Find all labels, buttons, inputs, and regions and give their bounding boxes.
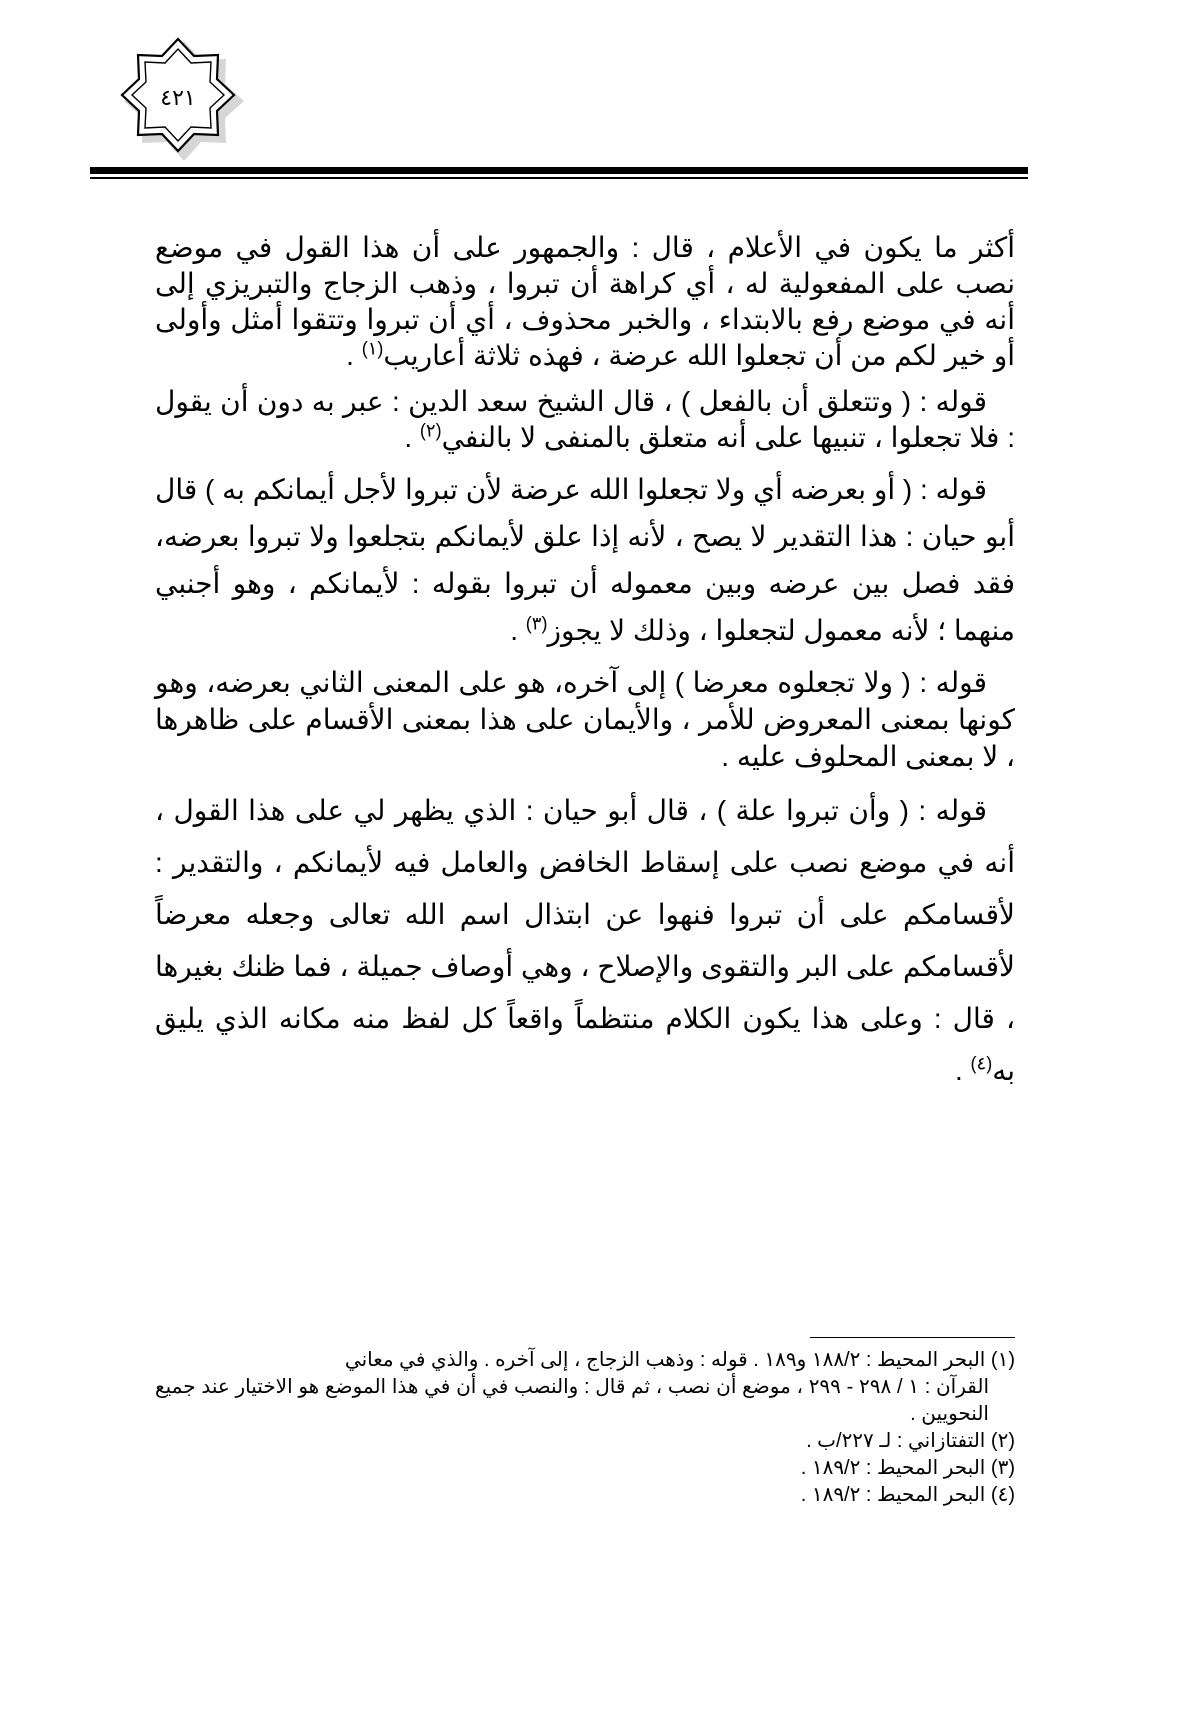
- header-rule-thin: [90, 177, 1028, 179]
- paragraph-5: قوله : ( وأن تبروا علة ) ، قال أبو حيان : الذي يظهر لي على هذا القول ، أنه في موضع نصب على إسقاط الخافض والعامل فيه لأيمانكم ، والتقدير : لأقسامكم على أن تبروا فنهوا عن ابتذال اسم الله تعالى وجعله معرضاً لأقسامكم على البر والتقوى والإصلاح ، وهي أوصاف جميلة ، فما ظنك بغيرها ، قال : وعلى هذا يكون الكلام منتظماً واقعاً كل لفظ منه مكانه الذي يليق به$^{(٤)}$ .: [155, 795, 1015, 1086]
- footnote-separator: [810, 1337, 1015, 1338]
- footnote-ref-3: (٣): [525, 613, 548, 634]
- footnote-ref-4: (٤): [970, 1053, 993, 1074]
- paragraph-3: قوله : ( أو بعرضه أي ولا تجعلوا الله عرضة لأن تبروا لأجل أيمانكم به ) قال أبو حيان : هذا التقدير لا يصح ، لأنه إذا علق لأيمانكم بتجلعوا ولا تبروا بعرضه، فقد فصل بين عرضه وبين معموله أن تبروا بقوله : لأيمانكم ، وهو أجنبي منهما ؛ لأنه معمول لتجعلوا ، وذلك لا يجوز$^{(٣)}$ .: [155, 474, 1015, 646]
- paragraph-4: قوله : ( ولا تجعلوه معرضا ) إلى آخره، هو على المعنى الثاني بعرضه، وهو كونها بمعنى المعروض للأمر ، والأيمان على هذا بمعنى الأقسام على ظاهرها ، لا بمعنى المحلوف عليه .: [155, 667, 1015, 772]
- header-rule-thick: [90, 167, 1028, 174]
- paragraph-2: قوله : ( وتتعلق أن بالفعل ) ، قال الشيخ سعد الدين : عبر به دون أن يقول : فلا تجعلوا ، تنبيها على أنه متعلق بالمنفى لا بالنفي$^{(٢)}$ .: [155, 386, 1015, 453]
- footnote-3: (٣) البحر المحيط : ١٨٩/٢ .: [800, 1457, 1015, 1479]
- main-text: [155, 230, 1015, 1107]
- footnote-ref-1: (١): [361, 338, 384, 359]
- footnote-1-continuation: القرآن : ١ / ٢٩٨ - ٢٩٩ ، موضع أن نصب ، ثم قال : والنصب في أن في هذا الموضع هو الاختيار عند جميع النحويين .: [155, 1376, 990, 1425]
- footnotes: [155, 1347, 1015, 1509]
- footnote-ref-2: (٢): [419, 420, 442, 441]
- paragraph-1: أكثر ما يكون في الأعلام ، قال : والجمهور على أن هذا القول في موضع نصب على المفعولية له ، أي كراهة أن تبروا ، وذهب الزجاج والتبريزي إلى أنه في موضع رفع بالابتداء ، والخبر محذوف ، أي أن تبروا وتتقوا أمثل وأولى أو خير لكم من أن تجعلوا الله عرضة ، فهذه ثلاثة أعاريب$^{(١)}$ .: [155, 232, 1015, 371]
- page-number: ٤٢١: [160, 84, 196, 110]
- footnote-4: (٤) البحر المحيط : ١٨٩/٢ .: [800, 1484, 1015, 1506]
- footnote-1: (١) البحر المحيط : ١٨٨/٢ و١٨٩ . قوله : وذهب الزجاج ، إلى آخره . والذي في معاني: [344, 1349, 1015, 1371]
- footnote-2: (٢) التفتازاني : لـ ٢٢٧/ب .: [806, 1430, 1015, 1452]
